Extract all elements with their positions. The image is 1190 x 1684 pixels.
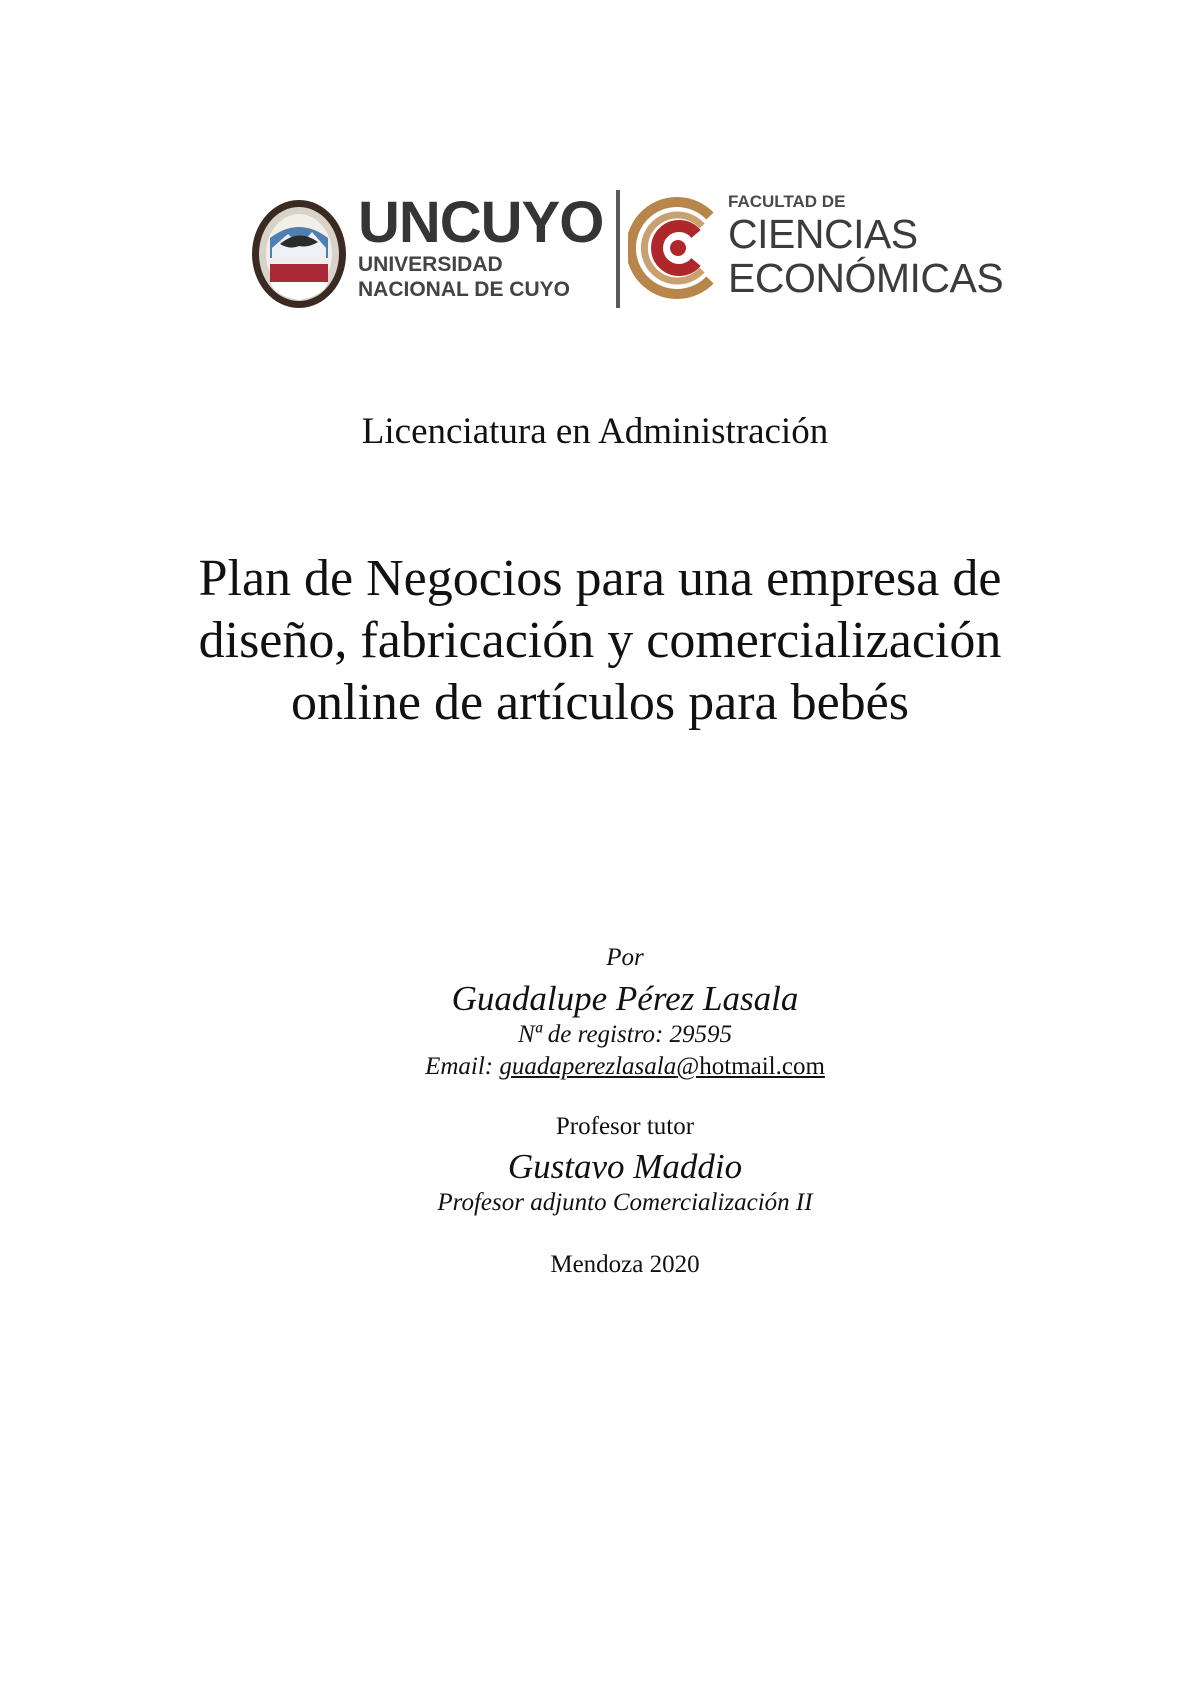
faculty-prefix: FACULTAD DE [728,192,846,211]
by-label: Por [606,944,644,971]
author-name: Guadalupe Pérez Lasala [451,979,799,1018]
tutor-role: Profesor adjunto Comercialización II [437,1189,813,1216]
document-title [120,548,1080,734]
title-line-3: online de artículos para bebés [291,674,909,731]
tutor-name: Gustavo Maddio [507,1147,743,1186]
tutor-label: Profesor tutor [555,1113,695,1140]
faculty-name-line-2: ECONÓMICAS [728,255,1004,301]
university-name-line-1: UNIVERSIDAD [358,253,503,276]
university-name-line-2: NACIONAL DE CUYO [358,278,570,301]
email-label: Email: [425,1053,500,1080]
email-domain: @hotmail.com [676,1053,825,1080]
title-line-1: Plan de Negocios para una empresa de [198,550,1002,607]
university-seal-icon [250,198,348,310]
registration-number: Nª de registro: 29595 [517,1021,733,1048]
faculty-logo-icon [628,194,720,302]
faculty-wordmark [728,192,1018,300]
place-and-year: Mendoza 2020 [550,1251,700,1278]
faculty-name-line-1: CIENCIAS [728,211,918,257]
email-link[interactable] [499,1053,825,1080]
degree-program: Licenciatura en Administración [361,411,829,452]
institution-logos [250,190,1010,320]
title-line-2: diseño, fabricación y comercialización [198,612,1002,669]
university-acronym: UNCUYO [358,190,604,255]
email-user: guadaperezlasala [499,1053,677,1080]
author-email [380,1052,870,1082]
university-wordmark [358,190,608,302]
logo-divider [616,190,620,308]
